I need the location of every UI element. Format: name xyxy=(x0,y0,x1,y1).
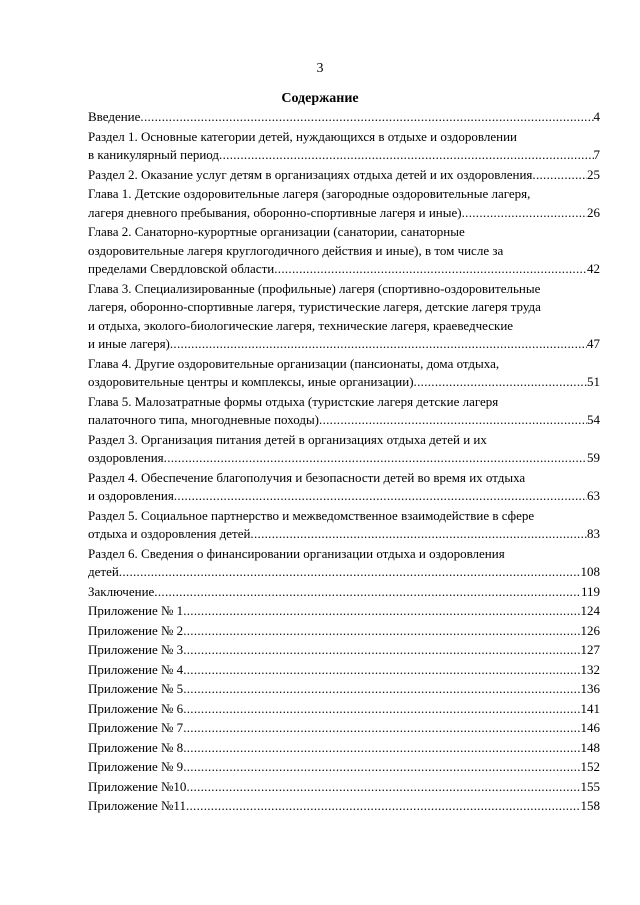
toc-entry-last-line xyxy=(88,260,600,279)
toc-entry-last-line xyxy=(88,563,600,582)
toc-entry-last-line xyxy=(88,778,600,797)
toc-entry-last-line xyxy=(88,335,600,354)
toc-page-number: 59 xyxy=(587,450,600,465)
page-number: 3 xyxy=(316,61,324,76)
toc-entry-text: лагеря дневного пребывания, оборонно-спортивные лагеря и иные) xyxy=(88,204,462,220)
toc-entry xyxy=(88,680,600,699)
toc-page-number: 108 xyxy=(580,564,600,579)
toc-entry-text: Глава 1. Детские оздоровительные лагеря (загородные оздоровительные лагеря, xyxy=(88,186,531,201)
toc-page-number: 4 xyxy=(593,109,600,124)
toc-entry xyxy=(88,545,600,582)
toc-entry-last-line xyxy=(88,108,600,127)
toc-leader-dots xyxy=(183,602,580,621)
toc-leader-dots xyxy=(186,778,580,797)
toc-leader-dots xyxy=(154,583,581,602)
toc-leader-dots xyxy=(183,680,580,699)
toc-entry-text: Раздел 3. Организация питания детей в организациях отдыха детей и их xyxy=(88,431,487,447)
toc-leader-dots xyxy=(532,166,587,185)
toc-page-number: 132 xyxy=(580,661,600,677)
toc-leader-dots xyxy=(174,487,587,506)
toc-entry xyxy=(88,280,600,354)
toc-page-number: 7 xyxy=(593,147,600,162)
toc-entry-text: пределами Свердловской области xyxy=(88,261,275,276)
toc-entry-text: Заключение xyxy=(88,583,155,599)
toc-entry-last-line xyxy=(88,622,600,641)
toc-entry xyxy=(88,469,600,506)
toc-entry-text: в каникулярный период xyxy=(88,147,220,162)
toc-entry-text: Раздел 2. Оказание услуг детям в организациях отдыха детей и их оздоровления xyxy=(88,166,533,182)
toc-entry xyxy=(88,758,600,777)
toc-entry xyxy=(88,185,600,222)
toc-leader-dots xyxy=(250,525,587,544)
toc-entry-text: Раздел 5. Социальное партнерство и межведомственное взаимодействие в сфере xyxy=(88,507,535,523)
toc-page-number: 152 xyxy=(580,759,600,774)
toc-entry-text: Глава 3. Специализированные (профильные) лагеря (спортивно-оздоровительные xyxy=(88,280,541,296)
toc-entry xyxy=(88,108,600,127)
toc-page-number: 158 xyxy=(580,798,600,813)
toc-page-number: 54 xyxy=(587,412,600,427)
toc-entry-text: Приложение № 3 xyxy=(88,642,184,657)
toc-entry-last-line xyxy=(88,166,600,185)
toc-entry-text: Приложение № 2 xyxy=(88,622,184,638)
toc-leader-dots xyxy=(274,260,587,279)
toc-page-number: 136 xyxy=(580,681,600,696)
toc-entry-text: Раздел 6. Сведения о финансировании организации отдыха и оздоровления xyxy=(88,545,505,561)
toc-leader-dots xyxy=(183,700,580,719)
toc-leader-dots xyxy=(219,146,593,165)
toc-entry-text: Приложение № 8 xyxy=(88,739,184,755)
toc-entry xyxy=(88,128,600,165)
toc-entry-text: Приложение №11 xyxy=(88,798,186,813)
toc-entry-last-line xyxy=(88,797,600,816)
toc-entry-text: палаточного типа, многодневные походы) xyxy=(88,412,320,427)
toc-page-number: 126 xyxy=(580,622,600,638)
toc-entry-last-line xyxy=(88,680,600,699)
toc-entry xyxy=(88,431,600,468)
table-of-contents xyxy=(88,108,600,817)
toc-entry-text: оздоровительные центры и комплексы, иные организации) xyxy=(88,374,414,389)
toc-entry-last-line xyxy=(88,719,600,738)
toc-entry-text: оздоровительные лагеря круглогодичного действия и иные), в том числе за xyxy=(88,242,504,258)
toc-entry-last-line xyxy=(88,204,600,223)
toc-entry-text: Введение xyxy=(88,109,141,124)
toc-entry xyxy=(88,393,600,430)
toc-page-number: 148 xyxy=(580,739,600,755)
toc-leader-dots xyxy=(183,661,580,680)
toc-title: Содержание xyxy=(281,91,359,106)
toc-entry xyxy=(88,166,600,185)
toc-leader-dots xyxy=(183,719,580,738)
toc-page-number: 155 xyxy=(580,778,600,794)
toc-entry-last-line xyxy=(88,602,600,621)
toc-leader-dots xyxy=(164,449,587,468)
toc-entry xyxy=(88,622,600,641)
toc-entry xyxy=(88,719,600,738)
toc-leader-dots xyxy=(186,797,581,816)
toc-entry-text: Приложение № 5 xyxy=(88,681,184,696)
toc-entry-text: и оздоровления xyxy=(88,488,174,503)
toc-entry xyxy=(88,661,600,680)
toc-entry-text: Глава 5. Малозатратные формы отдыха (туристские лагеря детские лагеря xyxy=(88,393,499,409)
toc-page-number: 83 xyxy=(587,526,600,541)
toc-entry-text: Глава 4. Другие оздоровительные организации (пансионаты, дома отдыха, xyxy=(88,355,500,371)
toc-entry-text: Раздел 4. Обеспечение благополучия и безопасности детей во время их отдыха xyxy=(88,469,526,485)
toc-entry-text: Приложение № 1 xyxy=(88,603,184,618)
toc-leader-dots xyxy=(183,641,580,660)
toc-entry-last-line xyxy=(88,411,600,430)
toc-entry-last-line xyxy=(88,583,600,602)
toc-page-number: 141 xyxy=(580,700,600,716)
toc-entry-text: детей xyxy=(88,564,119,579)
toc-entry xyxy=(88,700,600,719)
toc-page-number: 63 xyxy=(587,488,600,503)
toc-entry-last-line xyxy=(88,641,600,660)
toc-entry-last-line xyxy=(88,700,600,719)
toc-entry xyxy=(88,602,600,621)
toc-leader-dots xyxy=(183,739,580,758)
toc-entry xyxy=(88,739,600,758)
toc-entry-text: и иные лагеря) xyxy=(88,336,170,351)
toc-page-number: 25 xyxy=(587,166,600,182)
toc-leader-dots xyxy=(183,758,580,777)
toc-leader-dots xyxy=(170,335,587,354)
toc-entry-last-line xyxy=(88,525,600,544)
toc-entry xyxy=(88,355,600,392)
toc-entry xyxy=(88,223,600,279)
toc-page-number: 124 xyxy=(580,603,600,618)
toc-entry-text: Приложение №10 xyxy=(88,778,187,794)
toc-entry-text: лагеря, оборонно-спортивные лагеря, туристические лагеря, детские лагеря труда xyxy=(88,299,541,314)
toc-page-number: 146 xyxy=(580,720,600,735)
toc-page-number: 127 xyxy=(580,642,600,657)
toc-page-number: 26 xyxy=(587,204,600,220)
toc-entry-last-line xyxy=(88,758,600,777)
toc-entry-last-line xyxy=(88,661,600,680)
toc-entry-last-line xyxy=(88,739,600,758)
toc-entry-text: Приложение № 6 xyxy=(88,700,184,716)
toc-leader-dots xyxy=(140,108,593,127)
toc-page-number: 119 xyxy=(580,583,600,599)
toc-entry xyxy=(88,641,600,660)
toc-entry-last-line xyxy=(88,146,600,165)
toc-entry-text: Приложение № 7 xyxy=(88,720,184,735)
toc-entry-text: Приложение № 4 xyxy=(88,661,184,677)
toc-entry-last-line xyxy=(88,373,600,392)
toc-entry-text: Приложение № 9 xyxy=(88,759,184,774)
toc-entry-last-line xyxy=(88,449,600,468)
toc-entry xyxy=(88,583,600,602)
toc-page-number: 42 xyxy=(587,261,600,276)
toc-entry-text: Глава 2. Санаторно-курортные организации (санатории, санаторные xyxy=(88,224,465,239)
toc-entry xyxy=(88,778,600,797)
toc-leader-dots xyxy=(183,622,580,641)
toc-leader-dots xyxy=(462,204,587,223)
toc-page-number: 51 xyxy=(587,374,600,389)
toc-entry-text: отдыха и оздоровления детей xyxy=(88,526,251,541)
toc-leader-dots xyxy=(414,373,587,392)
toc-entry-last-line xyxy=(88,487,600,506)
toc-page-number: 47 xyxy=(587,336,600,351)
toc-leader-dots xyxy=(319,411,587,430)
toc-entry-text: и отдыха, эколого-биологические лагеря, технические лагеря, краеведческие xyxy=(88,317,514,333)
toc-leader-dots xyxy=(119,563,581,582)
toc-entry xyxy=(88,797,600,816)
toc-entry-text: оздоровления xyxy=(88,450,164,465)
toc-entry xyxy=(88,507,600,544)
toc-entry-text: Раздел 1. Основные категории детей, нуждающихся в отдыхе и оздоровлении xyxy=(88,128,517,144)
